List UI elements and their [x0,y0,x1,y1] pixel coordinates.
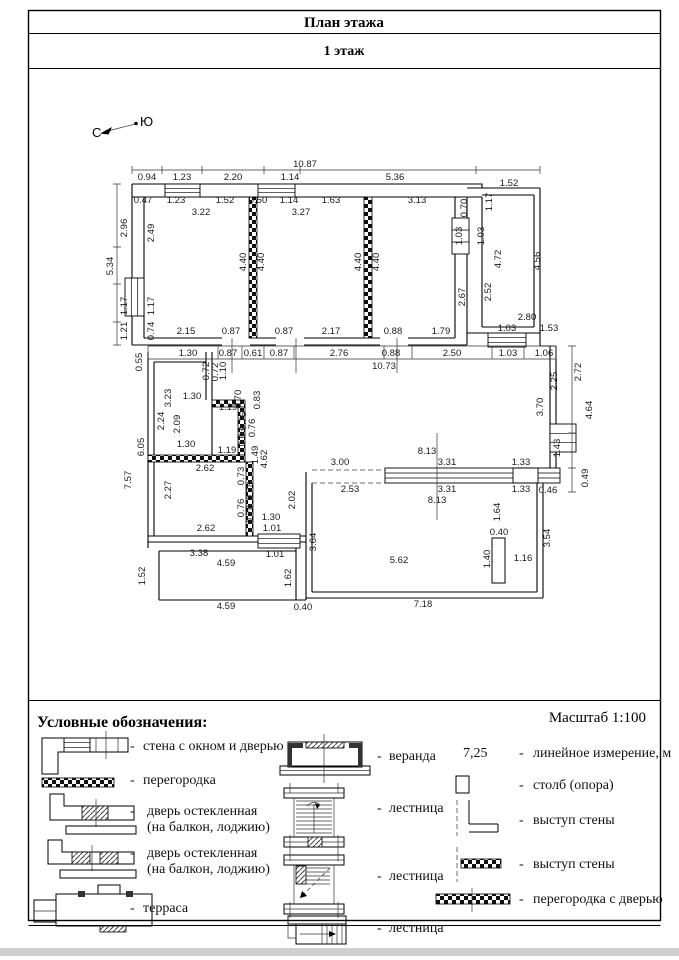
dimension-label: 0.83 [252,390,263,410]
dimension-label: 3.31 [437,484,457,495]
dimension-label: 1.52 [215,195,235,206]
legend-heading: Условные обозначения: [37,714,208,731]
dimension-label: 0.63 [237,427,248,447]
dimension-label: 1.52 [499,178,519,189]
legend-dash: - [130,804,135,819]
legend-symbol-staircase2-icon [284,851,344,918]
dimension-label: 1.23 [172,172,192,183]
dimension-label: 4.59 [216,601,236,612]
dimension-label: 5.36 [385,172,405,183]
legend-symbol-partition-icon [42,778,114,787]
dimension-label: 1.03 [476,226,487,246]
dimension-label: 1.14 [279,195,299,206]
legend-symbol-wall-protrusion2-icon [457,847,501,882]
legend-symbol-glazed-door-icon [50,794,136,834]
dimension-label: 0.76 [238,411,249,431]
dimension-label: 2.62 [195,463,215,474]
dimension-label: 4.40 [238,252,249,272]
dimension-label: 2.27 [163,480,174,500]
legend-dash: - [519,778,524,793]
legend [34,710,671,944]
dimension-label: 0.70 [233,389,244,409]
dimension-label: 1.01 [262,523,282,534]
dimension-label: 4.72 [493,249,504,269]
legend-item-label: лестница [389,801,444,816]
legend-dash: - [377,801,382,816]
dimension-label: 1.30 [178,348,198,359]
column-rect [492,538,505,583]
dimension-label: 0.87 [218,348,238,359]
dimension-label: 1.30 [261,512,281,523]
dimension-label: 1.01 [265,549,285,560]
dimension-label: 10.73 [372,361,396,372]
legend-item-label: стена с окном и дверью [143,739,284,754]
dimension-label: 3.00 [330,457,350,468]
partitions [148,197,372,536]
dimension-label: 1.21 [119,321,130,341]
legend-dash: - [377,749,382,764]
dimension-label: 5.62 [389,555,409,566]
legend-item-label: терраса [143,901,189,916]
dimension-label: 3.54 [542,528,553,548]
dimension-label: 10.87 [293,159,317,170]
window [538,468,560,483]
legend-symbol-column-icon [456,776,469,793]
dimension-label: 2.49 [146,223,157,243]
dimension-label: 7.18 [413,599,433,610]
dimension-label: 0.76 [236,498,247,518]
legend-item-label2: (на балкон, лоджию) [147,820,270,835]
window [258,534,300,548]
scale-label: Масштаб 1:100 [548,710,646,726]
dimension-label: 1.16 [513,553,533,564]
dimension-label: 4.40 [256,252,267,272]
dimension-label: 1.14 [280,172,300,183]
dimension-label: 7.57 [123,470,134,490]
dimension-label: 2.09 [172,414,183,434]
legend-dash: - [130,901,135,916]
dimension-label: 1.33 [511,457,531,468]
page-subtitle: 1 этаж [323,44,365,59]
dimension-label: 4.40 [353,252,364,272]
legend-item-label: дверь остекленная [147,804,258,819]
page-title: План этажа [304,15,384,31]
legend-symbol-partition-with-door-icon [436,888,510,912]
legend-dash: - [130,739,135,754]
dimension-label: 3.31 [437,457,457,468]
dimension-label: 3.27 [291,207,311,218]
legend-item-label: линейное измерение, м [533,746,672,761]
dimension-label: 0.88 [381,348,401,359]
dimension-label: 0.72 [210,362,221,382]
scan-edge [0,948,679,956]
title-block [304,15,384,59]
dimension-label: 2.15 [176,326,196,337]
legend-dash: - [377,869,382,884]
dimension-label: 2.72 [573,362,584,382]
legend-symbol-veranda-icon [280,734,370,783]
dimension-label: 0.87 [269,348,289,359]
legend-item-label: столб (опора) [533,778,614,793]
dimension-label: 0.40 [489,527,509,538]
dimension-label: 0.94 [137,172,157,183]
dimension-label: 1.63 [321,195,341,206]
compass-south-label: Ю [140,114,154,129]
dimension-label: 1.03 [454,226,465,246]
window [385,468,513,483]
legend-item-label: лестница [389,921,444,936]
legend-dash: - [130,846,135,861]
dimension-label: 0.50 [248,195,268,206]
dimension-label: 1.17 [484,192,495,212]
window [488,333,526,347]
dimension-label: 1.40 [482,549,493,569]
legend-dash: - [519,892,524,907]
dimension-label: 1.49 [250,445,261,465]
dimension-label: 2.52 [483,282,494,302]
legend-item-label: дверь остекленная [147,846,258,861]
dimension-label: 2.67 [457,287,468,307]
compass-arrowhead-icon [100,127,112,135]
dimension-label: 1.52 [137,566,148,586]
dimension-label: 0.73 [236,466,247,486]
dimension-label: 1.30 [182,391,202,402]
dimension-label: 1.23 [166,195,186,206]
dimension-label: 1.17 [119,296,130,316]
dimension-label: 2.96 [119,218,130,238]
legend-item-label: лестница [389,869,444,884]
legend-dash: - [130,773,135,788]
dimension-label: 0.46 [538,485,558,496]
dimension-label: 0.88 [383,326,403,337]
dimension-label: 0.49 [580,468,591,488]
dimension-label: 1.30 [176,439,196,450]
dimension-label: 1.33 [511,484,531,495]
dimension-label: 3.38 [189,548,209,559]
dimension-label: 3.23 [163,388,174,408]
dimension-label: 1.79 [431,326,451,337]
legend-dash: - [519,813,524,828]
dimension-label: 1.10 [218,361,229,381]
dimension-label: 0.87 [221,326,241,337]
compass-dot [134,122,138,126]
dimension-label: 3.64 [308,532,319,552]
legend-symbol-wall-window-door-icon [42,731,128,774]
legend-item-label: выступ стены [533,857,615,872]
dimension-label: 4.62 [259,449,270,469]
dimension-label: 1.19 [217,445,237,456]
dimension-label: 1.06 [534,348,554,359]
dimension-labels [105,159,595,613]
dimension-label: 0.74 [146,321,157,341]
dimension-separators [148,346,556,359]
legend-item-label: перегородка с дверью [533,892,663,907]
dimension-label: 1.62 [283,568,294,588]
dimension-label: 2.20 [223,172,243,183]
dimension-label: 8.13 [427,495,447,506]
legend-symbol-wall-protrusion-icon [457,800,498,836]
dimension-label: 1.03 [497,323,517,334]
opening-dashed-lines [312,470,385,483]
dimension-label: 0.76 [247,418,258,438]
legend-measure-example: 7,25 [463,746,488,761]
dimension-label: 0.61 [243,348,263,359]
dimension-label: 0.87 [274,326,294,337]
dimension-label: 2.02 [287,490,298,510]
dimension-label: 1.19 [218,402,238,413]
compass [92,114,153,140]
legend-symbol-glazed-door2-icon [48,840,136,878]
compass-north-label: С [92,125,102,140]
dimension-label: 0.76 [245,504,256,524]
dimension-label: 1.17 [146,296,157,316]
dimension-label: 2.76 [329,348,349,359]
dimension-label: 0.47 [133,195,153,206]
dimension-label: 2.53 [340,484,360,495]
dimension-label: 0.40 [293,602,313,613]
dimension-label: 4.56 [532,251,543,271]
dimension-label: 6.05 [136,437,147,457]
legend-item-label: веранда [389,749,436,764]
dimension-label: 1.43 [552,438,563,458]
dimension-label: 5.34 [105,256,116,276]
dimension-label: 1.53 [539,323,559,334]
dimension-label: 0.55 [134,352,145,372]
dimension-label: 2.25 [549,371,560,391]
dimension-label: 0.78 [245,481,256,501]
dimension-label: 8.13 [417,446,437,457]
legend-symbol-staircase1-icon [284,783,344,851]
dimension-label: 2.80 [517,312,537,323]
dimension-label: 3.13 [407,195,427,206]
legend-item-label2: (на балкон, лоджию) [147,862,270,877]
dimension-label: 3.22 [191,207,211,218]
partition-wall [148,455,245,462]
dimension-label: 0.70 [459,198,470,218]
dimension-label: 4.64 [584,400,595,420]
dimension-label: 2.24 [156,411,167,431]
dimension-label: 2.62 [196,523,216,534]
dimension-label: 2.17 [321,326,341,337]
legend-item-label: выступ стены [533,813,615,828]
legend-item-label: перегородка [143,773,216,788]
legend-dash: - [519,857,524,872]
dimension-label: 4.59 [216,558,236,569]
dimension-label: 4.40 [371,252,382,272]
legend-dash: - [519,746,524,761]
dimension-label: 1.03 [498,348,518,359]
dimension-label: 2.50 [442,348,462,359]
dimension-label: 0.72 [201,361,212,381]
legend-dash: - [377,921,382,936]
dimension-label: 3.70 [535,397,546,417]
dimension-label: 1.64 [492,502,503,522]
